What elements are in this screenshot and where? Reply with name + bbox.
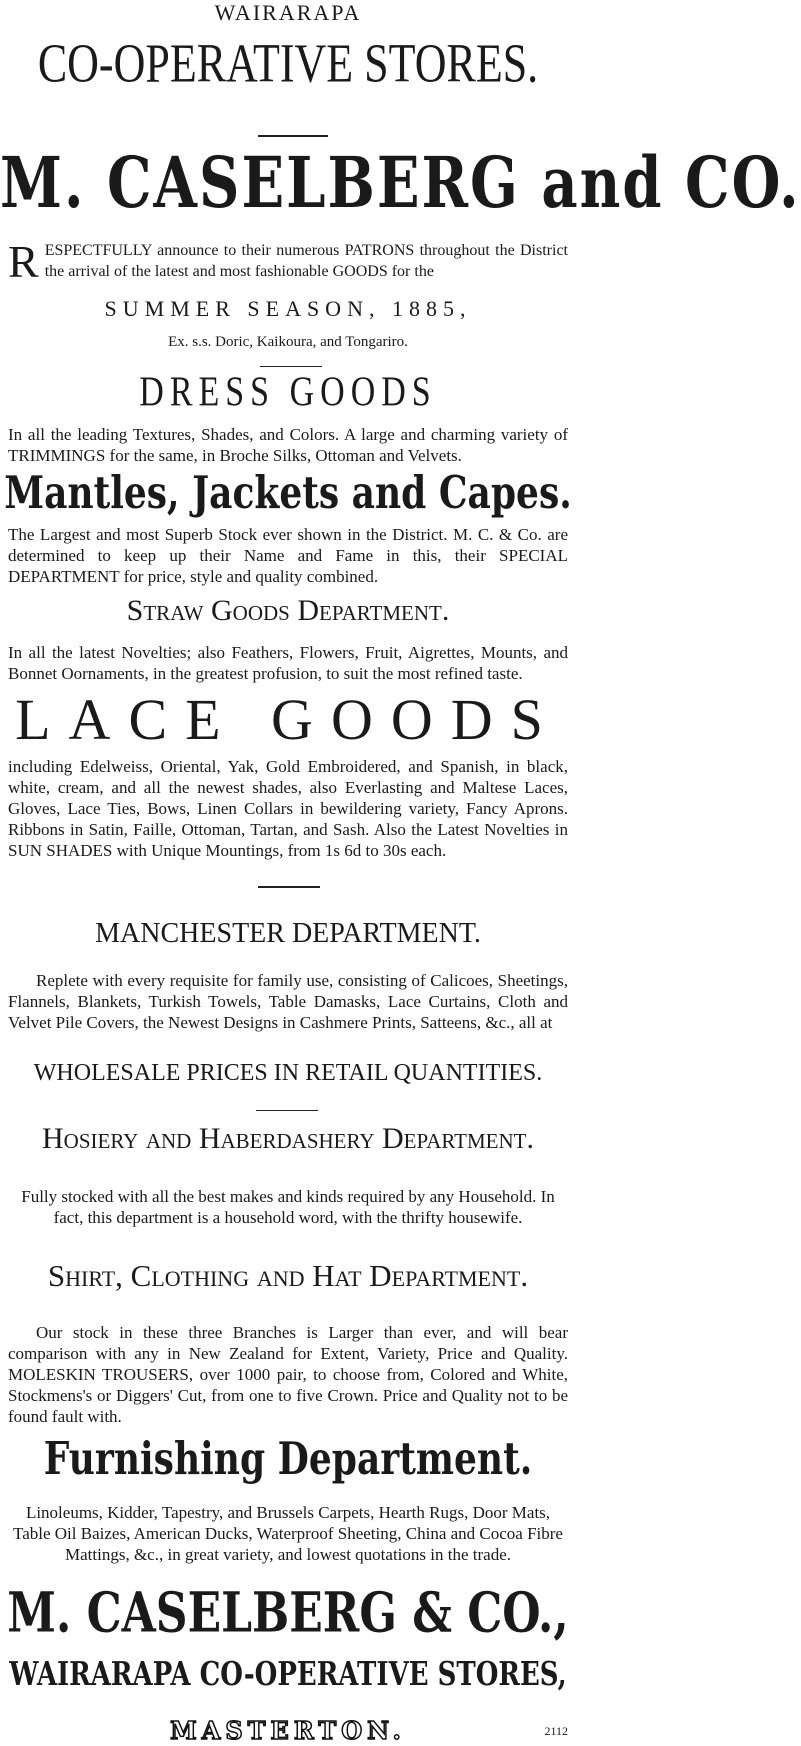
furnishing-heading-text: Furnishing Department. (43, 1432, 533, 1486)
manchester-heading: MANCHESTER DEPARTMENT. (95, 918, 481, 949)
lace-paragraph: including Edelweiss, Oriental, Yak, Gold Embroidered, and Spanish, in black, white, cream, and all the newest shades, also Everlasting and Maltese Laces, Gloves, Lace Ties, Bows, Linen Collars in bewildering variety, Fancy Aprons. Ribbons in Satin, Faille, Ottoman, Tartan, and Sash. Also the Latest Novelties in SUN SHADES with Unique Mountings, from 1s 6d to 30s each. (8, 757, 568, 860)
hosiery-paragraph: Fully stocked with all the best makes and kinds required by any Household. In fact, this department is a household word, with the thrifty housewife. (21, 1187, 555, 1227)
lace-heading-text: LACE GOODS (15, 687, 561, 752)
lace-heading (0, 686, 576, 753)
company-name (0, 141, 801, 225)
intro-text: ESPECTFULLY announce to their numerous PATRONS throughout the District the arrival of the latest and most fashionable GOODS for the (44, 242, 568, 280)
intro-rule (260, 366, 322, 367)
furnishing-heading (0, 1432, 576, 1486)
intro-paragraph (8, 236, 568, 287)
dress-paragraph: In all the leading Textures, Shades, and Colors. A large and charming variety of TRIMMINGS for the same, in Broche Silks, Ottoman and Velvets. (8, 425, 568, 465)
mantles-heading (0, 466, 576, 520)
furnishing-paragraph: Linoleums, Kidder, Tapestry, and Brussels Carpets, Hearth Rugs, Door Mats, Table Oil Baizes, American Ducks, Waterproof Sheeting, China and Cocoa Fibre Mattings, &c., in great variety, and lowest quotations in the trade. (13, 1503, 563, 1564)
header-top-line: WAIRARAPA (214, 0, 362, 25)
wholesale-rule (256, 1110, 318, 1111)
wholesale-line: WHOLESALE PRICES IN RETAIL QUANTITIES. (33, 1060, 543, 1086)
manchester-paragraph: Replete with every requisite for family use, consisting of Calicoes, Sheetings, Flannels, Blankets, Turkish Towels, Table Damasks, Lace Curtains, Cloth and Velvet Pile Covers, the Newest Designs in Cashmere Prints, Satteens, &c., all at (8, 971, 568, 1032)
header-title (0, 32, 576, 95)
dress-heading-text: DRESS GOODS (139, 369, 437, 416)
straw-paragraph: In all the latest Novelties; also Feathers, Flowers, Fruit, Aigrettes, Mounts, and Bonnet Oornaments, in the greatest profusion, to suit the most refined taste. (8, 643, 568, 683)
footer-town: MASTERTON. (170, 1716, 406, 1745)
mantles-paragraph: The Largest and most Superb Stock ever shown in the District. M. C. & Co. are determined to keep up their Name and Fame in this, their SPECIAL DEPARTMENT for price, style and quality combined. (8, 525, 568, 586)
shirt-paragraph: Our stock in these three Branches is Larger than ever, and will bear comparison with any in New Zealand for Extent, Variety, Price and Quality. MOLESKIN TROUSERS, over 1000 pair, to choose from, Colored and White, Stockmens's or Diggers' Cut, from one to five Crown. Price and Quality not to be found fault with. (8, 1323, 568, 1426)
company-name-text: M. CASELBERG and CO. (0, 141, 801, 225)
intro-dropcap: R (8, 236, 39, 287)
header-title-text: CO-OPERATIVE STORES. (37, 32, 539, 95)
reference-number: 2112 (544, 1724, 568, 1738)
dress-heading (0, 369, 576, 416)
straw-heading: Straw Goods Department. (126, 594, 450, 627)
footer-company (0, 1581, 576, 1646)
header-rule (258, 135, 328, 137)
shirt-heading: Shirt, Clothing and Hat Department. (47, 1258, 529, 1293)
footer-company-text: M. CASELBERG & CO., (7, 1581, 569, 1646)
lace-rule (258, 886, 320, 888)
hosiery-heading: Hosiery and Haberdashery Department. (41, 1122, 534, 1155)
ships-line: Ex. s.s. Doric, Kaikoura, and Tongariro. (168, 334, 408, 350)
season-line: SUMMER SEASON, 1885, (104, 296, 472, 321)
footer-stores (0, 1656, 576, 1694)
footer-stores-text: WAIRARAPA CO-OPERATIVE STORES, (9, 1656, 567, 1694)
mantles-heading-text: Mantles, Jackets and Capes. (4, 466, 572, 520)
